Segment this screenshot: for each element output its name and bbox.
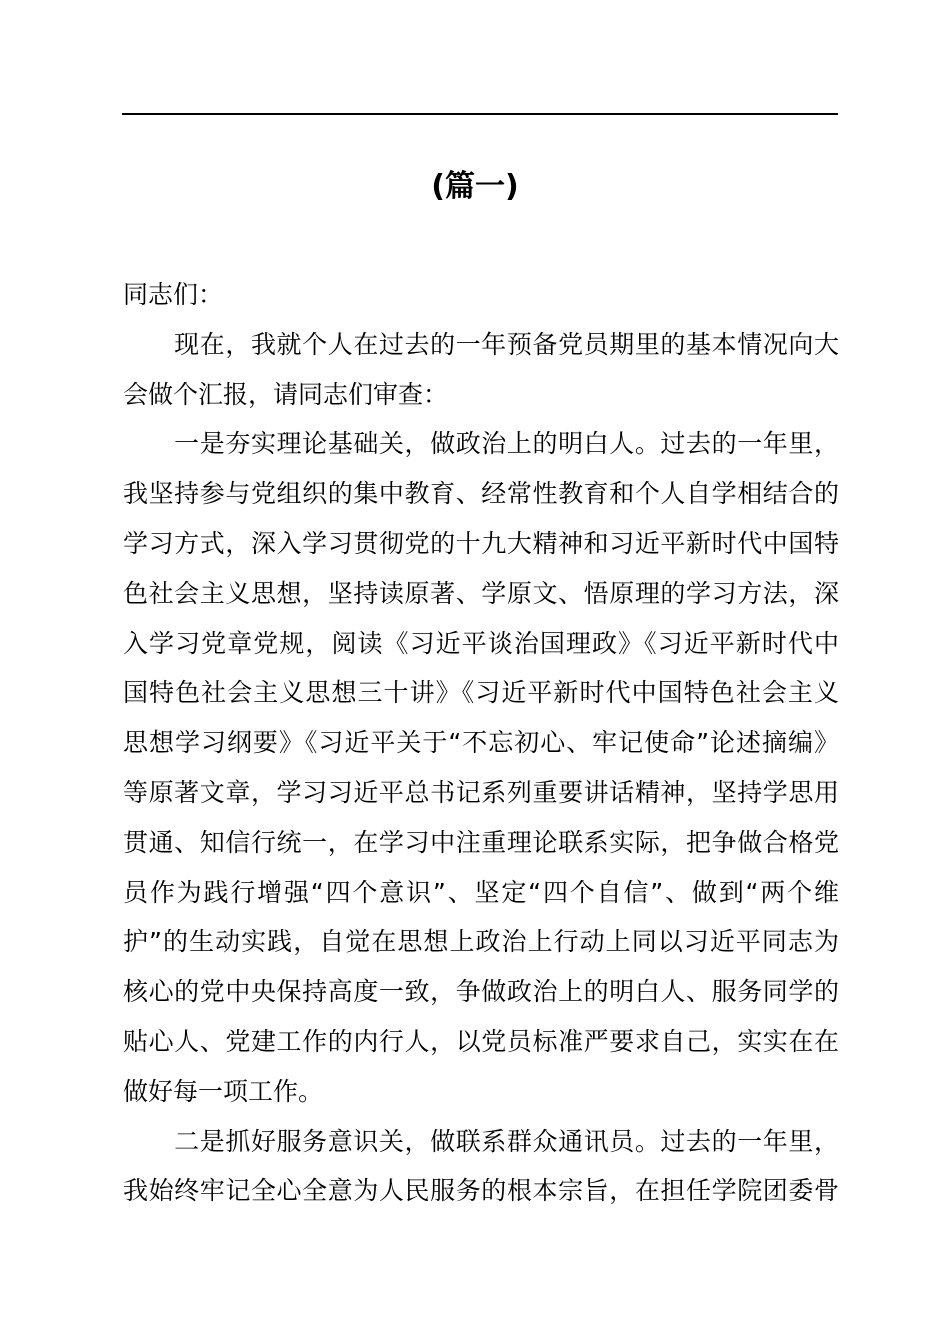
text-line: 国特色社会主义思想三十讲》《习近平新时代中国特色社会主义 [123,678,839,708]
text-line: 做好每一项工作。 [123,1076,324,1106]
text-line: 贴心人、党建工作的内行人，以党员标准严要求自己，实实在在 [123,1026,839,1056]
text-line: 一是夯实理论基础关，做政治上的明白人。过去的一年里， [123,429,839,459]
text-line: 入学习党章党规，阅读《习近平谈治国理政》《习近平新时代中 [123,628,839,658]
text-line: 学习方式，深入学习贯彻党的十九大精神和习近平新时代中国特 [123,528,839,558]
text-line: 等原著文章，学习习近平总书记系列重要讲话精神，坚持学思用 [123,777,839,807]
text-line: 思想学习纲要》《习近平关于“不忘初心、牢记使命”论述摘编》 [123,728,839,758]
document-body [123,270,839,1216]
text-line: 我坚持参与党组织的集中教育、经常性教育和个人自学相结合的 [123,479,839,509]
text-line: 员作为践行增强“四个意识”、坚定“四个自信”、做到“两个维 [123,877,839,907]
document-title: (篇一) [431,169,519,204]
text-line: 我始终牢记全心全意为人民服务的根本宗旨，在担任学院团委骨 [123,1176,839,1206]
text-line: 现在，我就个人在过去的一年预备党员期里的基本情况向大 [123,329,839,359]
text-line: 护”的生动实践，自觉在思想上政治上行动上同以习近平同志为 [123,927,839,957]
salutation-line: 同志们： [123,280,224,309]
text-line: 贯通、知信行统一，在学习中注重理论联系实际，把争做合格党 [123,827,839,857]
text-line: 色社会主义思想，坚持读原著、学原文、悟原理的学习方法，深 [123,578,839,608]
text-line: 二是抓好服务意识关，做联系群众通讯员。过去的一年里， [123,1126,839,1156]
text-line: 核心的党中央保持高度一致，争做政治上的明白人、服务同学的 [123,977,839,1007]
text-line: 会做个汇报，请同志们审查： [123,379,449,409]
header-rule [122,113,838,115]
